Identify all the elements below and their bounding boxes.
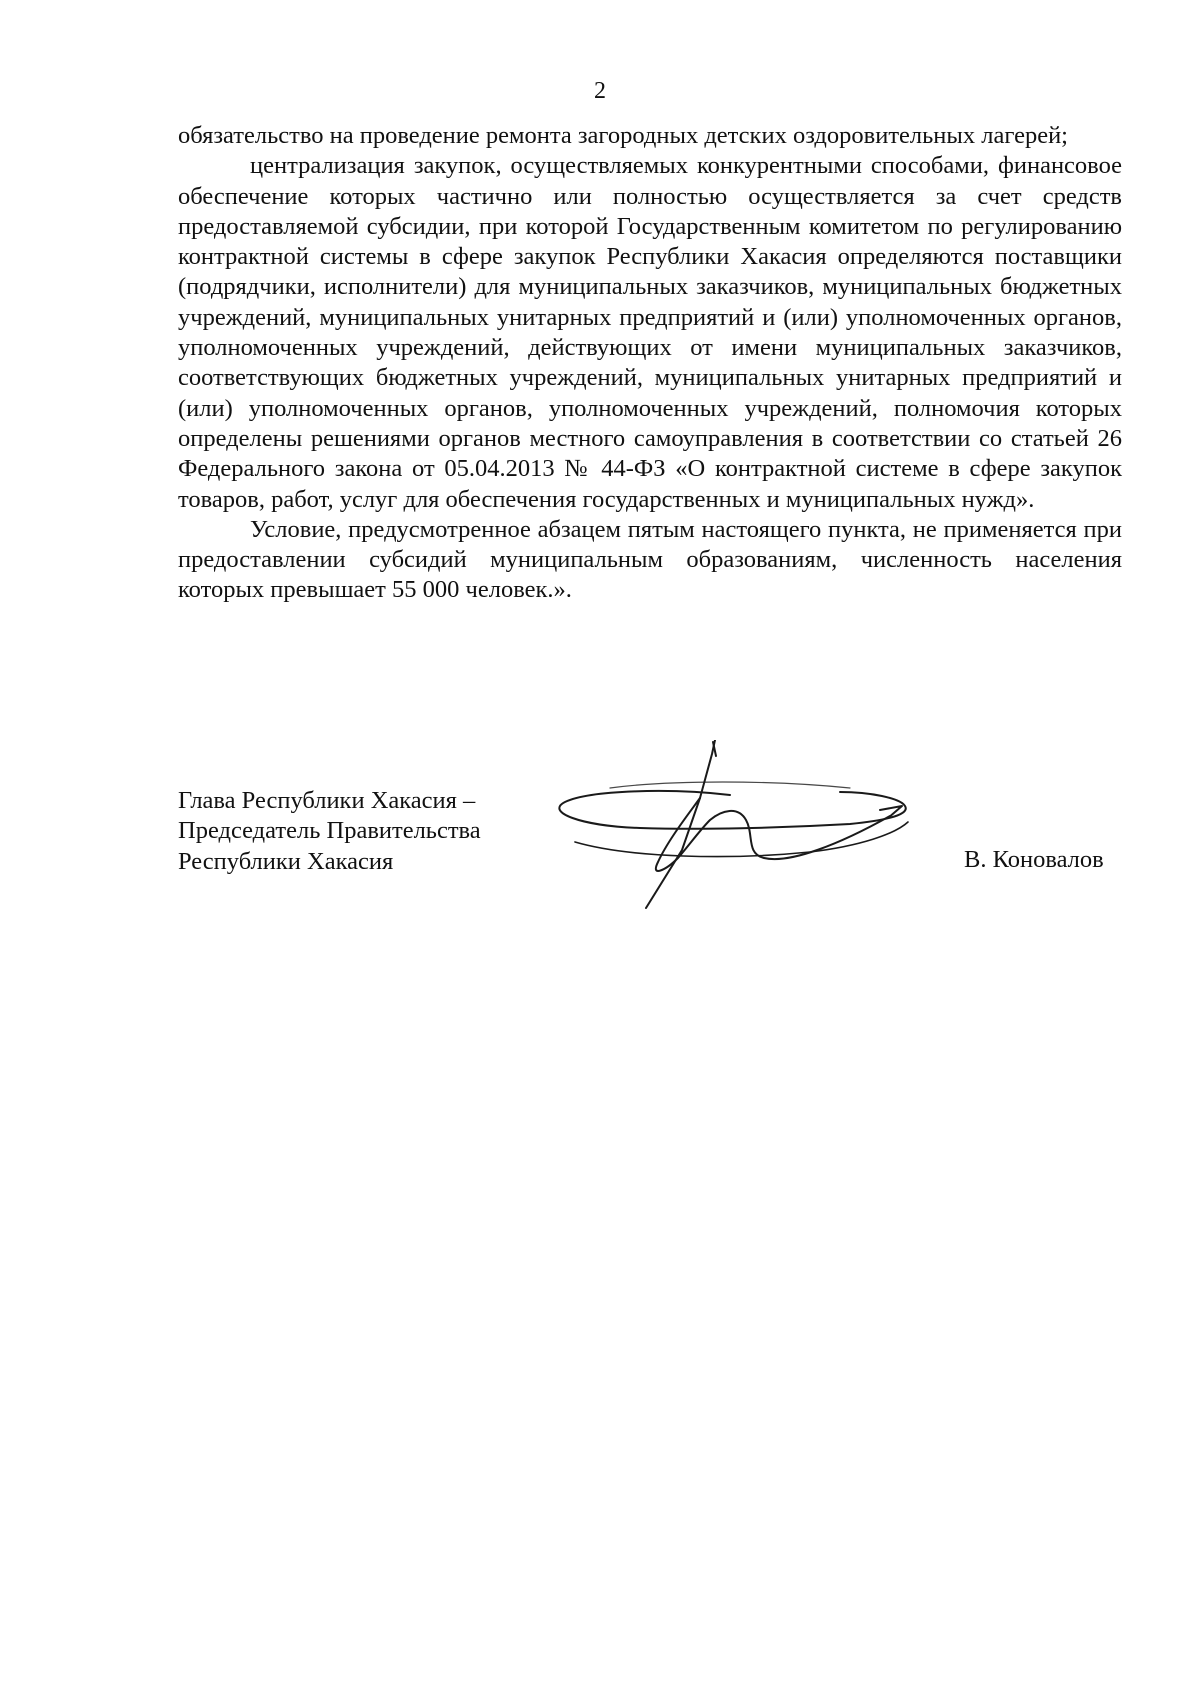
signature-outer-loop	[559, 791, 905, 829]
signatory-title	[178, 786, 481, 877]
document-body	[178, 121, 1122, 606]
signer-name: В. Коновалов	[964, 846, 1104, 873]
signatory-title-line-1: Глава Республики Хакасия –	[178, 787, 476, 814]
page-number: 2	[594, 78, 606, 104]
signatory-title-line-2: Председатель Правительства	[178, 817, 481, 845]
signatory-title-line-3: Республики Хакасия	[178, 847, 394, 875]
paragraph-2: централизация закупок, осуществляемых конкурентными способами, финансовое обеспечение которых частично или полностью осуществляется за счет средств предоставляемой субсидии, при которой Государственным комитетом по регулированию контрактной системы в сфере закупок Республики Хакасия определяются поставщики (подрядчики, исполнители) для муниципальных заказчиков, муниципальных бюджетных учреждений, муниципальных унитарных предприятий и (или) уполномоченных органов, уполномоченных учреждений, действующих от имени муниципальных заказчиков, соответствующих бюджетных учреждений, муниципальных унитарных предприятий и (или) уполномоченных органов, уполномоченных учреждений, полномочия которых определены решениями органов местного самоуправления в соответствии со статьей 26 Федерального закона от 05.04.2013 № 44-ФЗ «О контрактной системе в сфере закупок товаров, работ, услуг для обеспечения государственных и муниципальных нужд».	[178, 152, 1122, 513]
handwritten-signature	[550, 740, 930, 915]
signature-right-hook	[880, 806, 902, 818]
signature-center-loop	[656, 798, 890, 871]
signature-upper-sweep	[610, 782, 850, 788]
paragraph-1: обязательство на проведение ремонта загородных детских оздоровительных лагерей;	[178, 122, 1068, 149]
paragraph-3: Условие, предусмотренное абзацем пятым настоящего пункта, не применяется при предоставлении субсидий муниципальным образованиям, численность населения которых превышает 55 000 человек.».	[178, 515, 1122, 604]
